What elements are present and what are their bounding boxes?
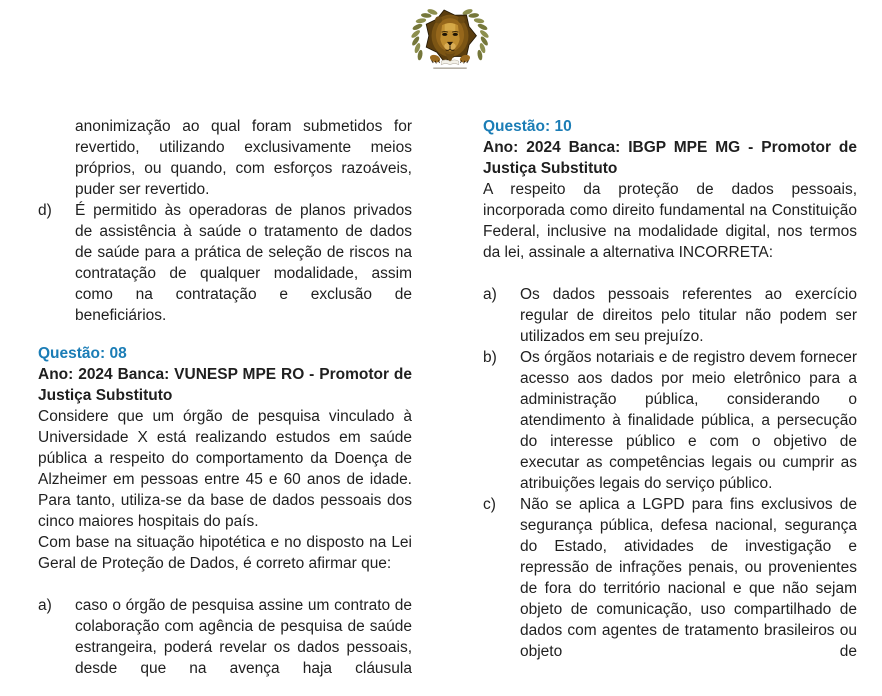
option-text: Não se aplica a LGPD para fins exclusivos de segurança pública, defesa nacional, segurança do Estado, atividades de investigação e repressão de infrações penais, ou provenientes de fora do território nacional e que não sejam objeto de comunicação, uso compartilhado de dados com agentes de tratamento brasileiros ou objeto de [520, 496, 857, 660]
question-source: Ano: 2024 Banca: VUNESP MPE RO - Promotor de Justiça Substituto [38, 366, 412, 404]
lion-laurel-logo-icon [406, 2, 494, 80]
option-text: Os dados pessoais referentes ao exercício regular de direitos pelo titular não podem ser utilizados em seu prejuízo. [520, 286, 857, 345]
logo-caption-microtext [433, 67, 466, 69]
option-a [483, 284, 857, 347]
right-column [483, 116, 857, 662]
option-text: caso o órgão de pesquisa assine um contrato de colaboração com agência de pesquisa de saúde estrangeira, poderá revelar os dados pessoais, desde que na avença haja cláusula [75, 597, 412, 677]
question-paragraph: Considere que um órgão de pesquisa vinculado à Universidade X está realizando estudos em saúde pública a respeito do comportamento da Doença de Alzheimer em pessoas entre 45 e 60 anos de idade. Para tanto, utiliza-se da base de dados pessoais dos cinco maiores hospitais do país. [38, 408, 412, 530]
option-label: a) [483, 286, 497, 303]
question-paragraph: Com base na situação hipotética e no disposto na Lei Geral de Proteção de Dados, é correto afirmar que: [38, 534, 412, 572]
option-d [38, 200, 412, 326]
carryover-option-text: anonimização ao qual foram submetidos for revertido, utilizando exclusivamente meios próprios, ou quando, com esforços razoáveis, puder ser revertido. [75, 118, 412, 198]
left-column [38, 116, 412, 679]
question-number: Questão: 08 [38, 345, 127, 362]
option-label: a) [38, 597, 52, 614]
question-number: Questão: 10 [483, 118, 572, 135]
option-label: d) [38, 202, 52, 219]
option-text: É permitido às operadoras de planos privados de assistência à saúde o tratamento de dados de saúde para a prática de seleção de riscos na contratação de qualquer modalidade, assim como na contratação e exclusão de beneficiários. [75, 202, 412, 324]
option-label: c) [483, 496, 496, 513]
question-source: Ano: 2024 Banca: IBGP MPE MG - Promotor de Justiça Substituto [483, 139, 857, 177]
option-label: b) [483, 349, 497, 366]
option-c [483, 494, 857, 662]
lion-crest-svg [406, 2, 494, 80]
option-b [483, 347, 857, 494]
question-paragraph: A respeito da proteção de dados pessoais, incorporada como direito fundamental na Constituição Federal, inclusive na modalidade digital, nos termos da lei, assinale a alternativa INCORRETA: [483, 181, 857, 261]
option-a [38, 595, 412, 679]
carryover-option [38, 116, 412, 200]
option-text: Os órgãos notariais e de registro devem fornecer acesso aos dados por meio eletrônico para a administração pública, considerando o atendimento à finalidade pública, a persecução do interesse público e com o objetivo de executar as competências legais ou cumprir as atribuições legais do serviço público. [520, 349, 857, 492]
